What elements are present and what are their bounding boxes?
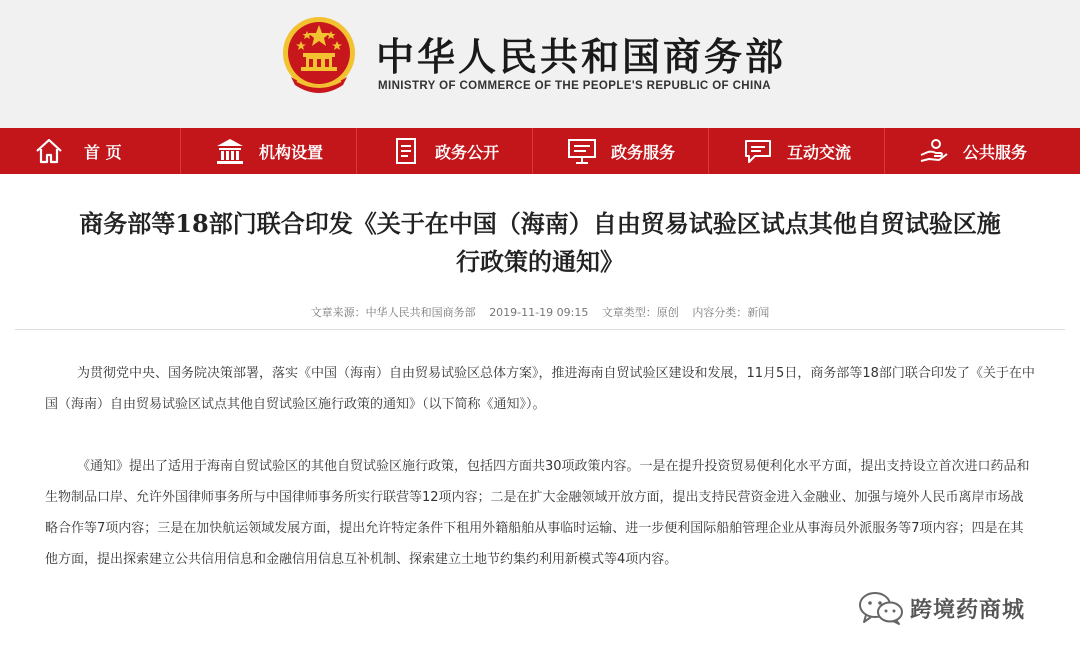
building-icon bbox=[215, 137, 245, 165]
document-icon bbox=[391, 137, 421, 165]
article-title bbox=[0, 205, 1080, 281]
nav-item-organization[interactable] bbox=[181, 128, 357, 174]
nav-label-public-services: 公共服务 bbox=[963, 142, 1028, 162]
article-type: 文章类型：原创 bbox=[601, 306, 679, 319]
article-date: 2019-11-19 09:15 bbox=[489, 306, 589, 319]
nav-item-government-services[interactable] bbox=[533, 128, 709, 174]
meta-divider bbox=[15, 329, 1065, 330]
article-title-line-1: 商务部等18部门联合印发《关于在中国（海南）自由贸易试验区试点其他自贸试验区施 bbox=[79, 209, 1001, 238]
nav-item-home[interactable] bbox=[0, 128, 181, 174]
article-meta bbox=[0, 304, 1080, 320]
article-category: 内容分类：新闻 bbox=[692, 306, 770, 319]
nav-label-organization: 机构设置 bbox=[259, 142, 324, 162]
nav-item-government-affairs[interactable] bbox=[357, 128, 533, 174]
chat-icon bbox=[743, 137, 773, 165]
site-header bbox=[0, 0, 1080, 128]
main-nav bbox=[0, 128, 1080, 174]
wechat-watermark bbox=[858, 591, 1025, 625]
article-paragraph-2: 《通知》提出了适用于海南自贸试验区的其他自贸试验区施行政策，包括四方面共30项政策内容。一是在提升投资贸易便利化水平方面，提出支持设立首次进口药品和生物制品口岸、允许外国律师事务所与中国律师事务所实行联营等12项内容；二是在扩大金融领域开放方面，提出支持民营资金进入金融业、加强与境外人民币离岸市场战略合作等7项内容；三是在加快航运领域发展方面，提出允许特定条件下租用外籍船舶从事临时运输、进一步便利国际船舶管理企业从事海员外派服务等7项内容；四是在其他方面，提出探索建立公共信用信息和金融信用信息互补机制、探索建立土地节约集约利用新模式等4项内容。 bbox=[45, 459, 1030, 567]
monitor-icon bbox=[567, 137, 597, 165]
article-source: 文章来源：中华人民共和国商务部 bbox=[310, 306, 476, 319]
nav-item-interaction[interactable] bbox=[709, 128, 885, 174]
site-subtitle: MINISTRY OF COMMERCE OF THE PEOPLE'S REPUBLIC OF CHINA bbox=[378, 80, 771, 92]
article-title-line-2: 行政策的通知》 bbox=[456, 247, 624, 276]
hand-icon bbox=[919, 137, 949, 165]
watermark-text: 跨境药商城 bbox=[910, 597, 1026, 623]
nav-label-government-affairs: 政务公开 bbox=[435, 142, 500, 162]
nav-item-public-services[interactable] bbox=[885, 128, 1060, 174]
article-paragraph-1: 为贯彻党中央、国务院决策部署，落实《中国（海南）自由贸易试验区总体方案》，推进海南自贸试验区建设和发展，11月5日，商务部等18部门联合印发了《关于在中国（海南）自由贸易试验区试点其他自贸试验区施行政策的通知》（以下简称《通知》）。 bbox=[45, 366, 1035, 412]
national-emblem-icon[interactable] bbox=[281, 15, 357, 99]
wechat-icon bbox=[858, 591, 904, 625]
site-title: 中华人民共和国商务部 bbox=[376, 35, 787, 79]
nav-label-government-services: 政务服务 bbox=[611, 142, 676, 162]
nav-label-home: 首 页 bbox=[84, 142, 122, 162]
nav-label-interaction: 互动交流 bbox=[787, 142, 852, 162]
home-icon bbox=[34, 137, 64, 165]
